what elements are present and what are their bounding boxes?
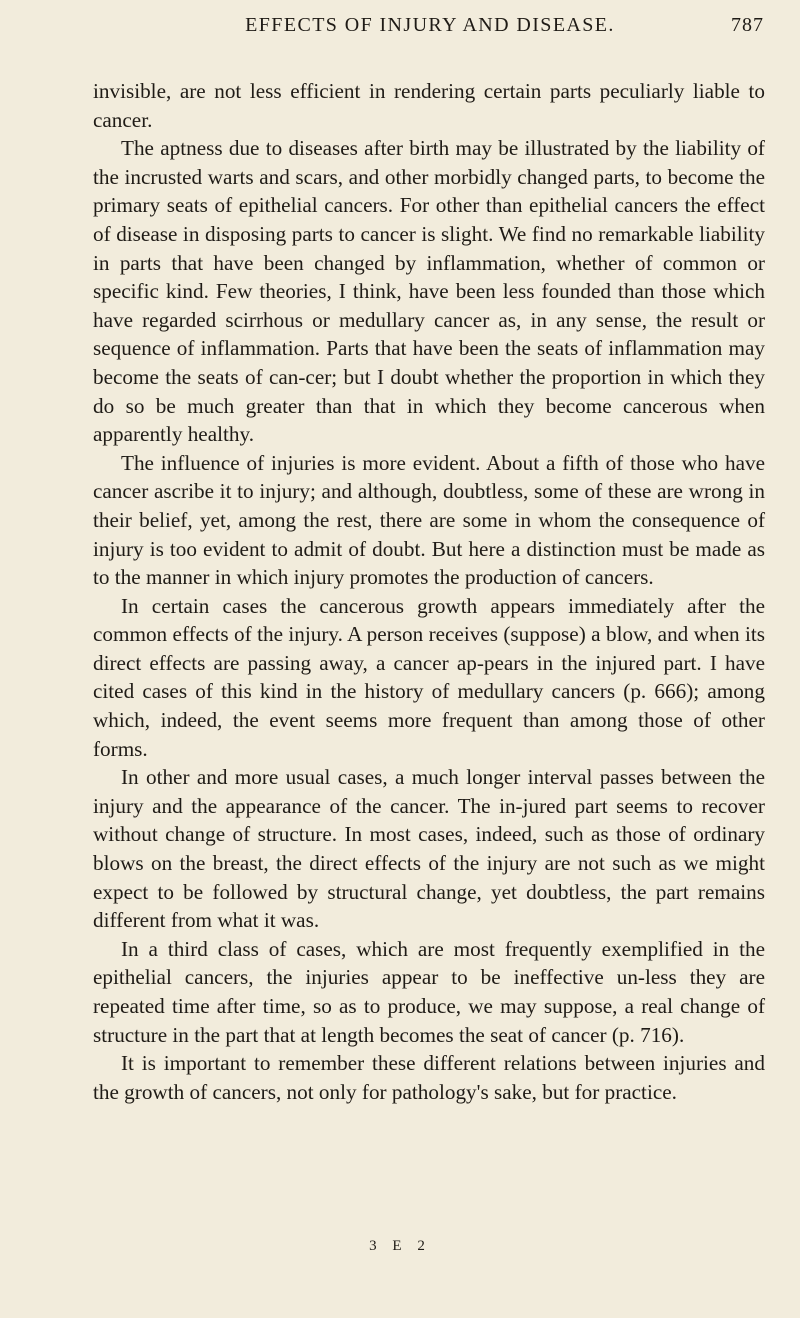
paragraph-injury-influence: The influence of injuries is more evident. About a fifth of those who have cancer ascribe it to injury; and although, doubtless, some of these are wrong in their belief, yet, among the rest, there are some in whom the consequence of injury is too evident to admit of doubt. But here a distinction must be made as to the manner in which injury promotes the production of cancers. — [93, 450, 765, 590]
paragraph-longer-interval: In other and more usual cases, a much longer interval passes between the injury and the appearance of the cancer. The in-jured part seems to recover without change of structure. In most cases, indeed, such as those of ordinary blows on the breast, the direct effects of the injury are not such as we might expect to be followed by structural change, yet doubtless, the part remains different from what it was. — [93, 765, 765, 933]
page-number: 787 — [731, 14, 764, 36]
paragraph-continuation: invisible, are not less efficient in rendering certain parts peculiarly liable to cancer. — [93, 79, 765, 132]
running-title: EFFECTS OF INJURY AND DISEASE. — [245, 14, 615, 36]
paragraph-immediate-growth: In certain cases the cancerous growth appears immediately after the common effects of the injury. A person receives (suppose) a blow, and when its direct effects are passing away, a cancer ap-pears in the injured part. I have cited cases of this kind in the history of medullary cancers (p. 666); among which, indeed, the event seems more frequent than among those of other forms. — [93, 593, 765, 761]
paragraph-third-class: In a third class of cases, which are most frequently exemplified in the epithelial cancers, the injuries appear to be ineffective un-less they are repeated time after time, so as to produce, we may suppose, a real change of structure in the part that at length becomes the seat of cancer (p. 716). — [93, 936, 765, 1047]
signature-mark: 3 E 2 — [369, 1238, 431, 1254]
body-text — [93, 77, 765, 1106]
paragraph-conclusion: It is important to remember these different relations between injuries and the growth of cancers, not only for pathology's sake, but for practice. — [93, 1051, 765, 1104]
paragraph-disease-aptness: The aptness due to diseases after birth may be illustrated by the liability of the incrusted warts and scars, and other morbidly changed parts, to become the primary seats of epithelial cancers. For other than epithelial cancers the effect of disease in disposing parts to cancer is slight. We find no remarkable liability in parts that have been changed by inflammation, whether of common or specific kind. Few theories, I think, have been less founded than those which have regarded scirrhous or medullary cancer as, in any sense, the result or sequence of inflammation. Parts that have been the seats of inflammation may become the seats of can-cer; but I doubt whether the proportion in which they do so be much greater than that in which they become cancerous when apparently healthy. — [93, 136, 765, 447]
running-head — [96, 14, 764, 44]
